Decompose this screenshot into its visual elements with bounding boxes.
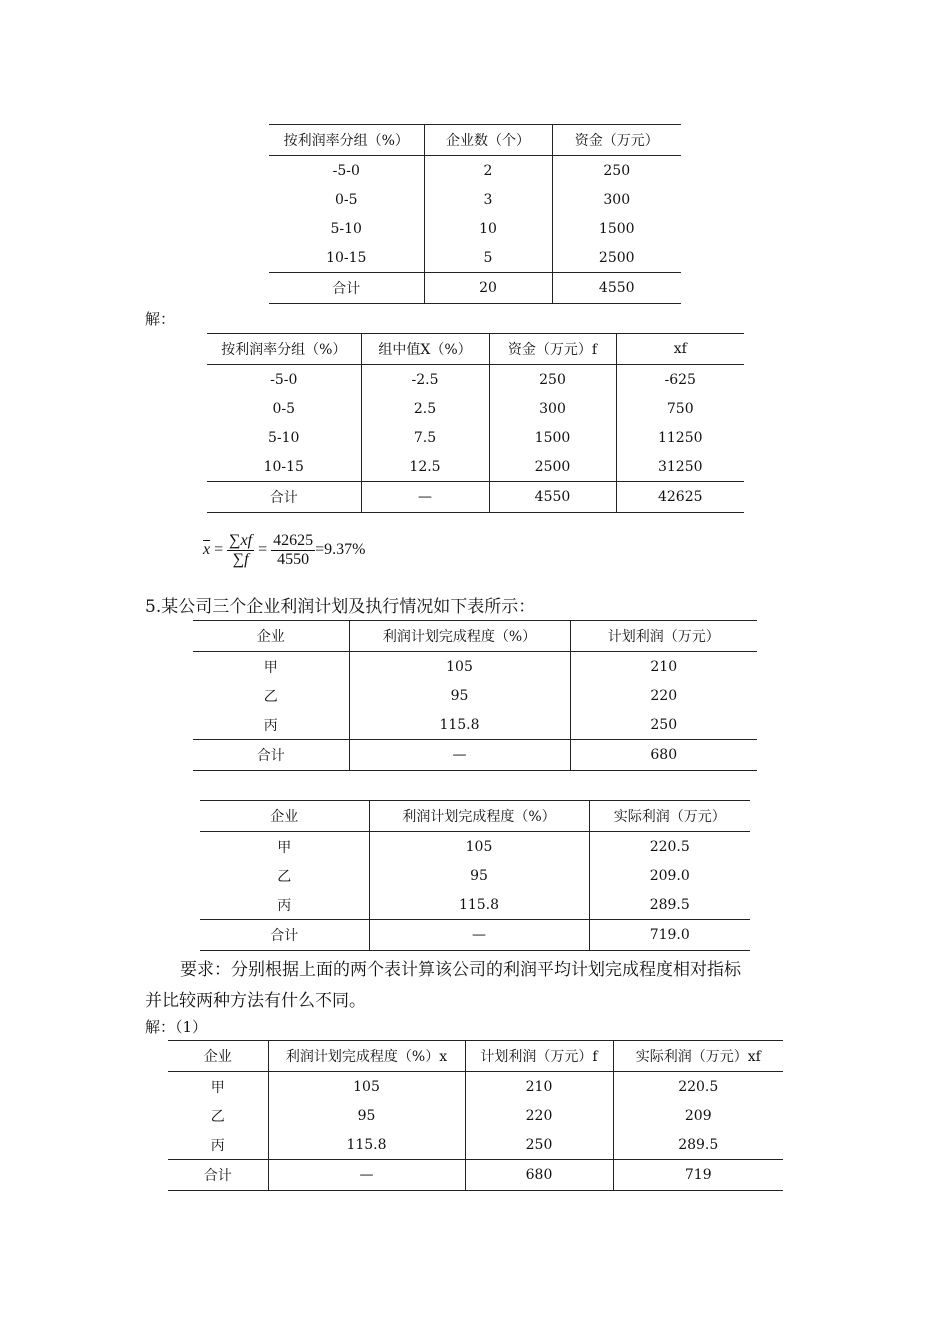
table-total-row xyxy=(207,482,744,513)
table-cell: 合计 xyxy=(269,273,424,304)
table-2 xyxy=(207,333,744,513)
table-row xyxy=(193,681,757,710)
formula-denominator: ∑f xyxy=(232,550,249,568)
table-cell: -2.5 xyxy=(361,365,489,395)
table-cell: 105 xyxy=(268,1072,465,1102)
solution-label: 解： xyxy=(145,310,176,328)
table-cell: 220 xyxy=(570,681,757,710)
table-cell: 合计 xyxy=(168,1160,268,1191)
table-cell: 209.0 xyxy=(589,861,750,890)
table-cell: 105 xyxy=(369,832,589,862)
table-cell: 合计 xyxy=(200,920,369,951)
table-cell: 719 xyxy=(613,1160,783,1191)
table-cell: 乙 xyxy=(210,1108,225,1125)
table-cell: 289.5 xyxy=(613,1130,783,1160)
table-cell: — xyxy=(268,1160,465,1191)
table-row xyxy=(168,1072,783,1102)
table-cell: — xyxy=(361,482,489,513)
table-cell: 42625 xyxy=(616,482,744,513)
table-cell: 95 xyxy=(268,1101,465,1130)
table-cell: 115.8 xyxy=(268,1130,465,1160)
table-cell: 719.0 xyxy=(589,920,750,951)
requirement-line-2: 并比较两种方法有什么不同。 xyxy=(145,991,366,1011)
table-row xyxy=(200,890,750,920)
table-cell: — xyxy=(349,740,570,771)
table-row xyxy=(193,652,757,682)
formula-result: =9.37% xyxy=(315,541,366,558)
table-cell: -625 xyxy=(616,365,744,395)
table-5-header: 计划利润（万元）f xyxy=(465,1041,613,1072)
table-cell: 丙 xyxy=(210,1137,225,1154)
table-cell: 4550 xyxy=(489,482,616,513)
table-4-header: 实际利润（万元） xyxy=(589,801,750,832)
table-cell: 0-5 xyxy=(272,400,296,417)
table-cell: 0-5 xyxy=(334,191,358,208)
table-cell: 250 xyxy=(489,365,616,395)
formula-lhs: $\overline{x}$ xyxy=(203,541,211,558)
table-cell: 250 xyxy=(552,156,681,186)
table-3-header: 计划利润（万元） xyxy=(570,621,757,652)
table-5 xyxy=(168,1040,783,1191)
table-row xyxy=(207,452,744,482)
table-cell: 2 xyxy=(424,156,552,186)
table-cell: 115.8 xyxy=(349,710,570,740)
table-cell: 210 xyxy=(570,652,757,682)
table-row xyxy=(269,243,681,273)
table-5-header: 实际利润（万元）xf xyxy=(613,1041,783,1072)
table-1-header: 企业数（个） xyxy=(424,125,552,156)
mean-formula: $\overline{x}$ = $\frac{\sum xf}{\sum f}$ = $\frac{42625}{4550}$ =9.37% xyxy=(203,531,366,568)
question-5: 5.某公司三个企业利润计划及执行情况如下表所示： xyxy=(145,597,536,617)
table-cell: 乙 xyxy=(277,868,292,885)
table-total-row xyxy=(269,273,681,304)
table-cell: 289.5 xyxy=(589,890,750,920)
table-5-header: 企业 xyxy=(168,1041,268,1072)
table-row xyxy=(269,185,681,214)
table-2-header: 按利润率分组（%） xyxy=(207,334,361,365)
table-cell: 7.5 xyxy=(361,423,489,452)
table-cell: 209 xyxy=(613,1101,783,1130)
table-row xyxy=(207,394,744,423)
table-cell: 10 xyxy=(424,214,552,243)
table-row xyxy=(200,832,750,862)
table-total-row xyxy=(193,740,757,771)
table-2-header: 资金（万元）f xyxy=(489,334,616,365)
table-cell: 甲 xyxy=(210,1079,225,1096)
table-row xyxy=(200,861,750,890)
table-5-header: 利润计划完成程度（%）x xyxy=(268,1041,465,1072)
table-total-row xyxy=(168,1160,783,1191)
solution-label-2: 解：（1） xyxy=(145,1018,208,1036)
formula-value-fraction xyxy=(271,532,315,569)
table-cell: 300 xyxy=(489,394,616,423)
table-3-header: 企业 xyxy=(193,621,349,652)
table-cell: 105 xyxy=(349,652,570,682)
table-cell: 丙 xyxy=(277,897,292,914)
table-2-header: xf xyxy=(616,334,744,365)
table-cell: 20 xyxy=(424,273,552,304)
table-cell: 95 xyxy=(349,681,570,710)
table-cell: 10-15 xyxy=(326,249,367,266)
table-3-header: 利润计划完成程度（%） xyxy=(349,621,570,652)
table-cell: 115.8 xyxy=(369,890,589,920)
table-cell: 210 xyxy=(465,1072,613,1102)
table-1-header: 按利润率分组（%） xyxy=(269,125,424,156)
formula-num-value: 42625 xyxy=(273,531,314,549)
table-cell: 680 xyxy=(465,1160,613,1191)
table-cell: 11250 xyxy=(616,423,744,452)
table-total-row xyxy=(200,920,750,951)
table-1-header: 资金（万元） xyxy=(552,125,681,156)
formula-fraction xyxy=(227,532,254,569)
requirement-line-1: 要求：分别根据上面的两个表计算该公司的利润平均计划完成程度相对指标 xyxy=(180,960,741,980)
table-cell: 31250 xyxy=(616,452,744,482)
table-row xyxy=(207,365,744,395)
table-cell: 250 xyxy=(465,1130,613,1160)
table-cell: 10-15 xyxy=(263,458,304,475)
table-cell: 5 xyxy=(424,243,552,273)
table-4 xyxy=(200,800,750,951)
table-cell: 750 xyxy=(616,394,744,423)
table-2-header: 组中值X（%） xyxy=(361,334,489,365)
formula-den-value: 4550 xyxy=(277,550,310,568)
table-cell: 220.5 xyxy=(589,832,750,862)
table-cell: 1500 xyxy=(489,423,616,452)
table-cell: 2500 xyxy=(489,452,616,482)
table-cell: 250 xyxy=(570,710,757,740)
table-cell: 12.5 xyxy=(361,452,489,482)
table-cell: -5-0 xyxy=(332,162,360,179)
table-cell: 5-10 xyxy=(268,429,300,446)
table-4-header: 利润计划完成程度（%） xyxy=(369,801,589,832)
table-3 xyxy=(193,620,757,771)
table-1 xyxy=(269,124,681,304)
table-cell: 2500 xyxy=(552,243,681,273)
table-cell: 1500 xyxy=(552,214,681,243)
table-row xyxy=(207,423,744,452)
table-row xyxy=(168,1101,783,1130)
table-cell: 4550 xyxy=(552,273,681,304)
table-cell: 95 xyxy=(369,861,589,890)
table-row xyxy=(269,214,681,243)
table-cell: 甲 xyxy=(277,839,292,856)
table-cell: 合计 xyxy=(193,740,349,771)
table-cell: 680 xyxy=(570,740,757,771)
table-cell: 220 xyxy=(465,1101,613,1130)
table-4-header: 企业 xyxy=(200,801,369,832)
table-row xyxy=(193,710,757,740)
table-cell: 甲 xyxy=(263,659,278,676)
table-cell: 丙 xyxy=(263,717,278,734)
table-cell: 5-10 xyxy=(330,220,362,237)
table-cell: 3 xyxy=(424,185,552,214)
table-cell: -5-0 xyxy=(270,371,298,388)
table-cell: — xyxy=(369,920,589,951)
table-cell: 合计 xyxy=(207,482,361,513)
table-cell: 2.5 xyxy=(361,394,489,423)
table-row xyxy=(168,1130,783,1160)
table-cell: 乙 xyxy=(263,688,278,705)
formula-numerator: ∑xf xyxy=(229,531,253,549)
table-cell: 220.5 xyxy=(613,1072,783,1102)
table-row xyxy=(269,156,681,186)
table-cell: 300 xyxy=(552,185,681,214)
